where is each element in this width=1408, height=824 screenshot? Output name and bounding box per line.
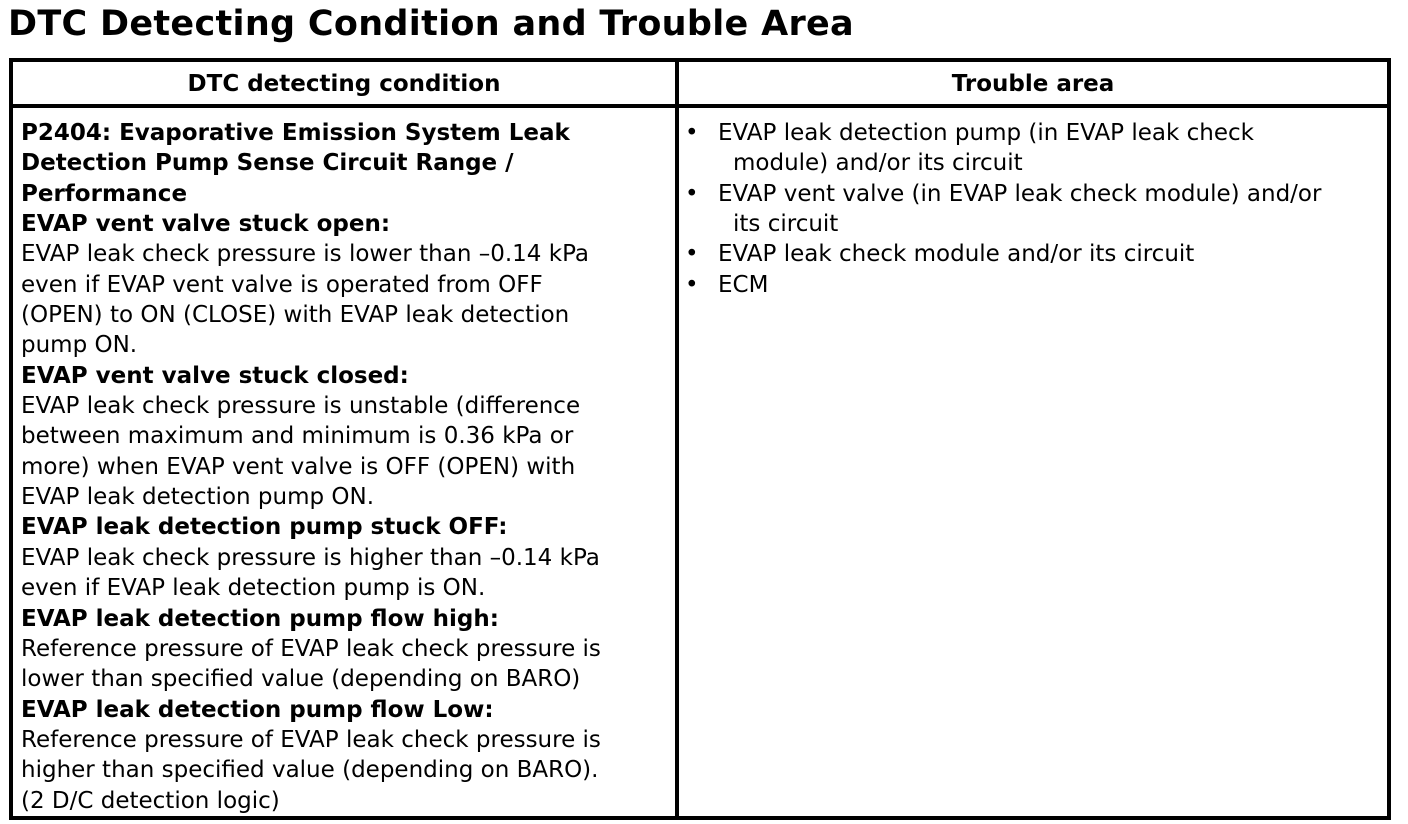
list-item: [679, 118, 1395, 179]
condition-line: more) when EVAP vent valve is OFF (OPEN) with: [21, 453, 576, 480]
condition-heading: EVAP vent valve stuck closed:: [21, 362, 409, 389]
header-detecting-condition: DTC detecting condition: [187, 71, 501, 97]
dtc-table: [9, 58, 1391, 820]
bullet-icon: •: [685, 241, 699, 268]
condition-line: Reference pressure of EVAP leak check pressure is: [21, 726, 601, 753]
detecting-condition-cell: [13, 108, 675, 816]
condition-line: higher than specified value (depending on BARO).: [21, 757, 599, 784]
condition-line: Reference pressure of EVAP leak check pressure is: [21, 635, 601, 662]
list-item-text: ECM: [718, 271, 769, 298]
condition-line: P2404: Evaporative Emission System Leak: [21, 120, 570, 146]
condition-line: even if EVAP vent valve is operated from OFF: [21, 271, 543, 298]
list-item-text: EVAP vent valve (in EVAP leak check module) and/or: [718, 180, 1322, 207]
condition-line: EVAP leak check pressure is higher than –0.14 kPa: [21, 544, 600, 571]
bullet-icon: •: [685, 271, 699, 298]
list-item-text: module) and/or its circuit: [733, 150, 1023, 177]
list-item: [679, 239, 1395, 269]
list-item-text: EVAP leak check module and/or its circuit: [718, 241, 1195, 268]
page-title: DTC Detecting Condition and Trouble Area: [8, 4, 854, 44]
condition-line: even if EVAP leak detection pump is ON.: [21, 575, 486, 602]
condition-heading: EVAP leak detection pump flow high:: [21, 605, 499, 632]
condition-line: EVAP leak check pressure is unstable (difference: [21, 393, 581, 420]
condition-heading: EVAP leak detection pump stuck OFF:: [21, 514, 508, 541]
condition-line: Performance: [21, 180, 188, 207]
bullet-icon: •: [685, 120, 699, 146]
trouble-area-cell: [679, 108, 1395, 300]
list-item: [679, 179, 1395, 240]
list-item-text: EVAP leak detection pump (in EVAP leak check: [718, 120, 1254, 146]
trouble-area-list: [679, 118, 1395, 300]
condition-line: between maximum and minimum is 0.36 kPa or: [21, 423, 574, 450]
condition-line: (2 D/C detection logic): [21, 787, 280, 814]
condition-heading: EVAP vent valve stuck open:: [21, 211, 391, 238]
condition-line: Detection Pump Sense Circuit Range /: [21, 150, 514, 177]
table-header-row: [13, 62, 1387, 108]
condition-heading: EVAP leak detection pump flow Low:: [21, 696, 494, 723]
bullet-icon: •: [685, 180, 699, 207]
condition-line: EVAP leak check pressure is lower than –0.14 kPa: [21, 241, 590, 268]
header-trouble-area: Trouble area: [951, 71, 1115, 97]
condition-line: lower than specified value (depending on BARO): [21, 666, 581, 693]
condition-line: EVAP leak detection pump ON.: [21, 484, 375, 511]
list-item: [679, 270, 1395, 300]
list-item-text: its circuit: [733, 211, 839, 238]
condition-line: (OPEN) to ON (CLOSE) with EVAP leak detection: [21, 302, 570, 329]
condition-line: pump ON.: [21, 332, 138, 359]
